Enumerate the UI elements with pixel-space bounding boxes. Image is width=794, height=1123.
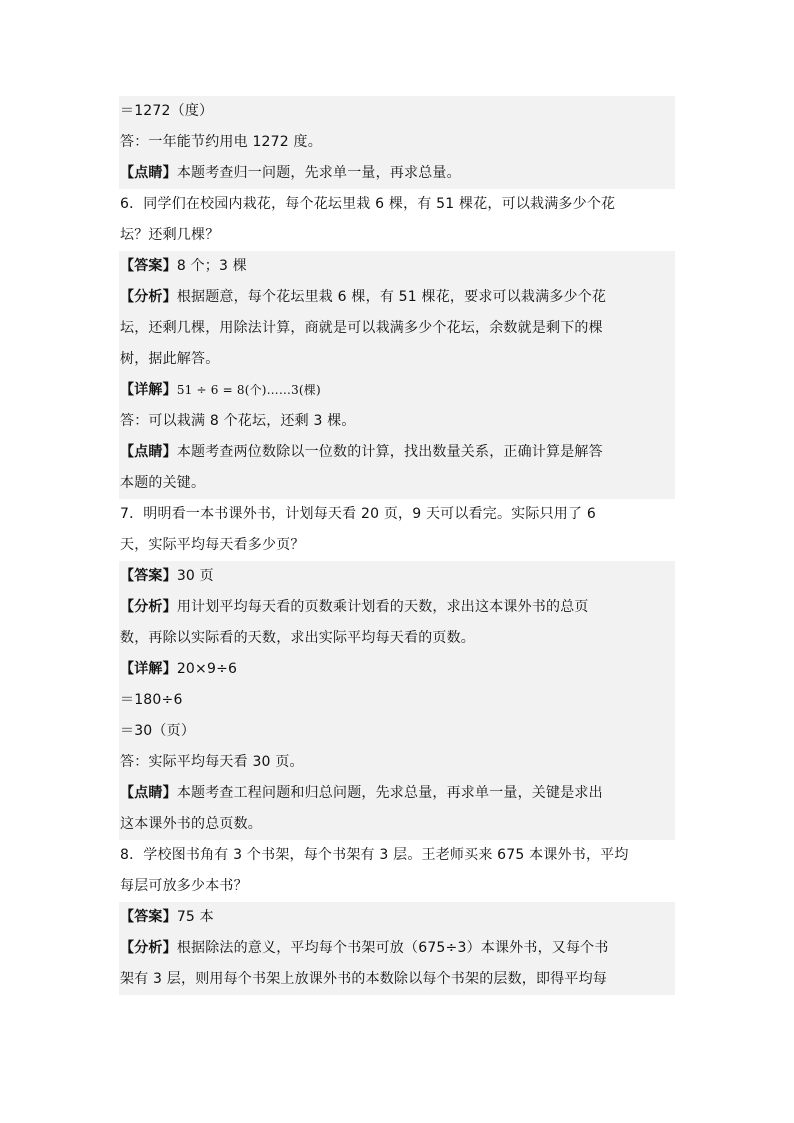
line-text: 本题考查工程问题和归总问题，先求总量，再求单一量，关键是求出 bbox=[176, 785, 603, 801]
line-text: 7．明明看一本书课外书，计划每天看 20 页，9 天可以看完。实际只用了 6 bbox=[120, 506, 596, 522]
line-text: ＝30（页） bbox=[120, 723, 196, 739]
line-text: 8 个；3 棵 bbox=[176, 258, 247, 274]
section-label: 【答案】 bbox=[120, 258, 177, 274]
solution-line bbox=[119, 902, 675, 933]
question-line bbox=[119, 530, 675, 561]
question-line bbox=[119, 189, 675, 220]
section-label: 【点睛】 bbox=[120, 165, 177, 181]
solution-line bbox=[119, 809, 675, 840]
solution-line bbox=[119, 344, 675, 375]
solution-line bbox=[119, 406, 675, 437]
section-label: 【答案】 bbox=[120, 909, 177, 925]
question-line bbox=[119, 840, 675, 871]
line-text: 坛？还剩几棵？ bbox=[120, 227, 220, 243]
question-line bbox=[119, 499, 675, 530]
line-text: 20×9÷6 bbox=[176, 661, 238, 677]
section-label: 【答案】 bbox=[120, 568, 177, 584]
line-text: 坛，还剩几棵，用除法计算，商就是可以栽满多少个花坛，余数就是剩下的棵 bbox=[120, 320, 603, 336]
line-text: ＝180÷6 bbox=[120, 692, 183, 708]
solution-line bbox=[119, 158, 675, 189]
line-text: 树，据此解答。 bbox=[120, 351, 220, 367]
solution-line bbox=[119, 933, 675, 964]
solution-line bbox=[119, 778, 675, 809]
line-text: 8．学校图书角有 3 个书架，每个书架有 3 层。王老师买来 675 本课外书，平均 bbox=[120, 847, 629, 863]
solution-line bbox=[119, 96, 675, 127]
line-text: 30 页 bbox=[176, 568, 214, 584]
line-text: 数，再除以实际看的天数，求出实际平均每天看的页数。 bbox=[120, 630, 475, 646]
solution-line bbox=[119, 282, 675, 313]
section-label: 【点睛】 bbox=[120, 444, 177, 460]
question-line bbox=[119, 871, 675, 902]
line-text: 架有 3 层，则用每个书架上放课外书的本数除以每个书架的层数，即得平均每 bbox=[120, 971, 608, 987]
question-line bbox=[119, 220, 675, 251]
line-text: 每层可放多少本书？ bbox=[120, 878, 248, 894]
solution-line bbox=[119, 375, 675, 406]
line-text: ＝1272（度） bbox=[120, 103, 214, 119]
solution-line bbox=[119, 313, 675, 344]
solution-line bbox=[119, 654, 675, 685]
solution-line bbox=[119, 964, 675, 995]
line-text: 根据除法的意义，平均每个书架可放（675÷3）本课外书，又每个书 bbox=[176, 940, 609, 956]
line-text: 6．同学们在校园内栽花，每个花坛里栽 6 棵，有 51 棵花，可以栽满多少个花 bbox=[120, 196, 616, 212]
section-label: 【点睛】 bbox=[120, 785, 177, 801]
solution-line bbox=[119, 127, 675, 158]
solution-line bbox=[119, 716, 675, 747]
math-expression: 51 ÷ 6 = 8(个)……3(棵) bbox=[176, 383, 321, 397]
line-text: 天，实际平均每天看多少页？ bbox=[120, 537, 305, 553]
section-label: 【分析】 bbox=[120, 289, 177, 305]
solution-line bbox=[119, 592, 675, 623]
solution-line bbox=[119, 437, 675, 468]
line-text: 根据题意，每个花坛里栽 6 棵，有 51 棵花，要求可以栽满多少个花 bbox=[176, 289, 607, 305]
section-label: 【详解】 bbox=[120, 382, 177, 398]
section-label: 【分析】 bbox=[120, 940, 177, 956]
line-text: 答：可以栽满 8 个花坛，还剩 3 棵。 bbox=[120, 413, 356, 429]
solution-line bbox=[119, 623, 675, 654]
line-text: 本题考查归一问题，先求单一量，再求总量。 bbox=[176, 165, 461, 181]
line-text: 答：一年能节约用电 1272 度。 bbox=[120, 134, 322, 150]
line-text: 这本课外书的总页数。 bbox=[120, 816, 262, 832]
solution-line bbox=[119, 747, 675, 778]
line-text: 本题考查两位数除以一位数的计算，找出数量关系，正确计算是解答 bbox=[176, 444, 603, 460]
solution-line bbox=[119, 685, 675, 716]
solution-line bbox=[119, 468, 675, 499]
section-label: 【分析】 bbox=[120, 599, 177, 615]
line-text: 答：实际平均每天看 30 页。 bbox=[120, 754, 304, 770]
line-text: 本题的关键。 bbox=[120, 475, 206, 491]
document-body bbox=[119, 96, 675, 995]
solution-line bbox=[119, 251, 675, 282]
line-text: 用计划平均每天看的页数乘计划看的天数，求出这本课外书的总页 bbox=[176, 599, 589, 615]
line-text: 75 本 bbox=[176, 909, 214, 925]
solution-line bbox=[119, 561, 675, 592]
section-label: 【详解】 bbox=[120, 661, 177, 677]
